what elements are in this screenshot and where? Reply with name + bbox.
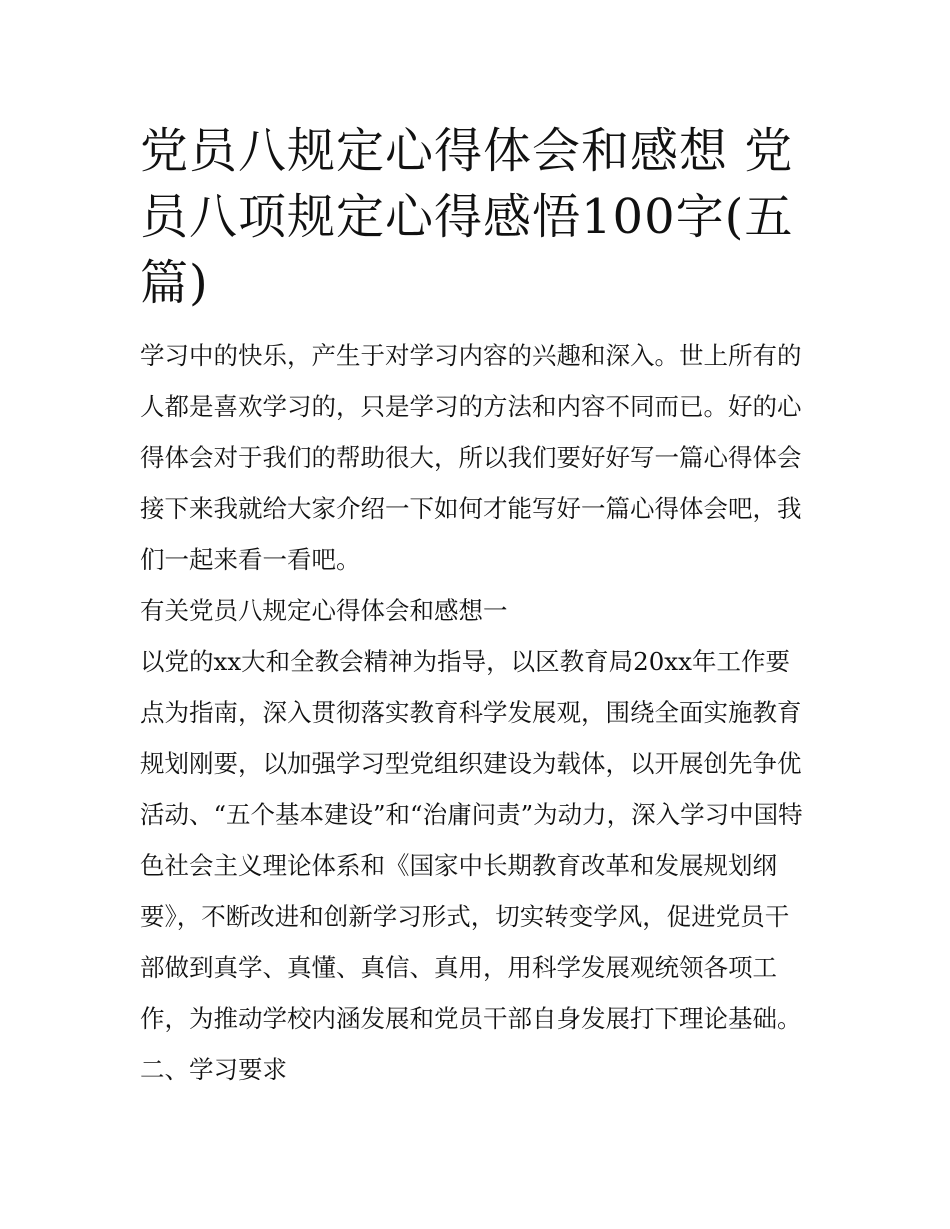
- intro-paragraph: 学习中的快乐，产生于对学习内容的兴趣和深入。世上所有的人都是喜欢学习的，只是学习的方法和内容不同而已。好的心得体会对于我们的帮助很大，所以我们要好好写一篇心得体会接下来我就给大家介绍一下如何才能写好一篇心得体会吧，我们一起来看一看吧。: [140, 341, 802, 574]
- body-paragraph: 以党的xx大和全教会精神为指导，以区教育局20xx年工作要点为指南，深入贯彻落实教育科学发展观，围绕全面实施教育规划刚要，以加强学习型党组织建设为载体，以开展创先争优活动、“五个基本建设”和“治庸问责”为动力，深入学习中国特色社会主义理论体系和《国家中长期教育改革和发展规划纲要》，不断改进和创新学习形式，切实转变学风，促进党员干部做到真学、真懂、真信、真用，用科学发展观统领各项工作，为推动学校内涵发展和党员干部自身发展打下理论基础。: [140, 647, 803, 1033]
- section-heading-requirements: 二、学习要求: [140, 1055, 287, 1084]
- document-body: [140, 118, 812, 1095]
- document-title: 党员八规定心得体会和感想 党员八项规定心得感悟100字(五篇): [140, 123, 794, 311]
- section-heading-one: 有关党员八规定心得体会和感想一: [140, 596, 508, 625]
